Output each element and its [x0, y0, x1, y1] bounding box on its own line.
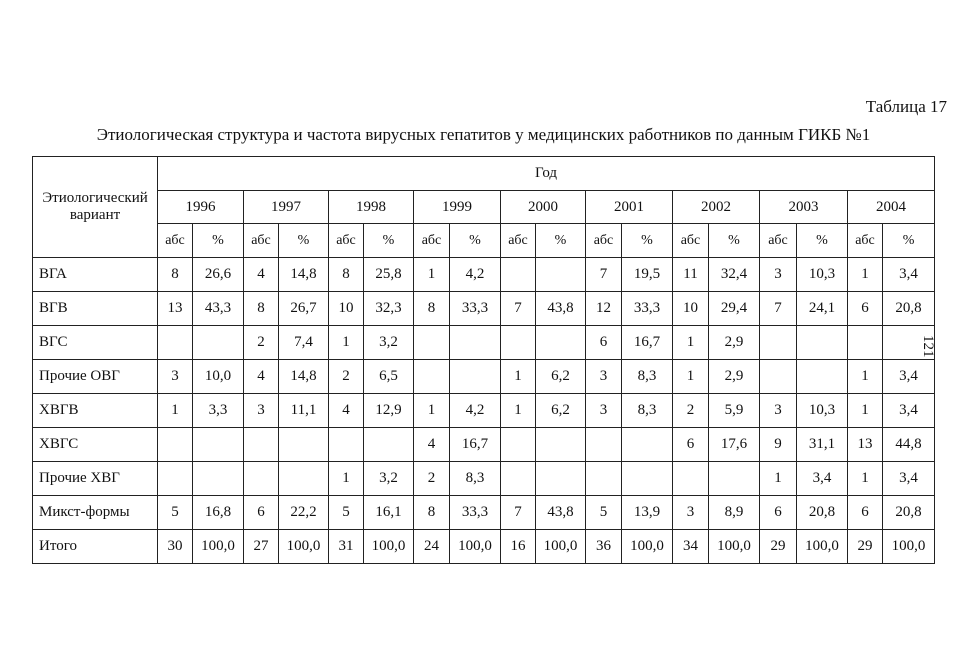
abs-cell: 10 [673, 292, 709, 326]
percent-cell: 17,6 [709, 428, 760, 462]
abs-cell [244, 462, 279, 496]
abs-cell: 1 [848, 360, 883, 394]
percent-cell [709, 462, 760, 496]
percent-cell: 14,8 [279, 360, 329, 394]
abs-cell: 6 [586, 326, 622, 360]
abs-cell: 3 [158, 360, 193, 394]
abs-cell [760, 360, 797, 394]
percent-cell: 12,9 [364, 394, 414, 428]
abs-cell: 12 [586, 292, 622, 326]
abs-cell: 34 [673, 530, 709, 564]
percent-cell [797, 326, 848, 360]
table-row [33, 326, 935, 360]
abs-cell: 1 [329, 326, 364, 360]
percent-cell: 32,4 [709, 258, 760, 292]
page-number: 121 [920, 335, 936, 358]
percent-cell: 8,9 [709, 496, 760, 530]
abs-cell: 4 [414, 428, 450, 462]
percent-cell: 14,8 [279, 258, 329, 292]
year-header-1999: 1999 [414, 191, 501, 224]
percent-cell: 8,3 [622, 360, 673, 394]
abs-subheader: абс [673, 224, 709, 258]
abs-cell [586, 428, 622, 462]
percent-cell: 16,7 [450, 428, 501, 462]
row-label: ХВГС [33, 428, 158, 462]
header-row-year [33, 157, 935, 191]
abs-cell: 3 [244, 394, 279, 428]
year-header-2004: 2004 [848, 191, 935, 224]
header-row-units [33, 224, 935, 258]
percent-cell [622, 428, 673, 462]
abs-cell [414, 360, 450, 394]
percent-subheader: % [536, 224, 586, 258]
abs-cell: 3 [760, 258, 797, 292]
percent-subheader: % [797, 224, 848, 258]
row-label: Микст-формы [33, 496, 158, 530]
abs-cell: 4 [329, 394, 364, 428]
abs-cell: 1 [848, 258, 883, 292]
abs-subheader: абс [586, 224, 622, 258]
abs-cell [848, 326, 883, 360]
percent-cell: 100,0 [536, 530, 586, 564]
percent-cell: 19,5 [622, 258, 673, 292]
percent-cell: 100,0 [883, 530, 935, 564]
year-group-header: Год [158, 157, 935, 191]
table-row [33, 496, 935, 530]
percent-cell: 43,3 [193, 292, 244, 326]
abs-cell: 2 [329, 360, 364, 394]
table-row [33, 462, 935, 496]
variant-column-header: Этиологический вариант [33, 157, 158, 258]
abs-cell: 5 [158, 496, 193, 530]
percent-cell: 13,9 [622, 496, 673, 530]
abs-cell: 29 [760, 530, 797, 564]
percent-subheader: % [883, 224, 935, 258]
percent-cell: 3,2 [364, 326, 414, 360]
abs-cell: 8 [158, 258, 193, 292]
abs-cell: 10 [329, 292, 364, 326]
percent-cell: 100,0 [797, 530, 848, 564]
abs-cell: 1 [760, 462, 797, 496]
abs-cell: 2 [673, 394, 709, 428]
percent-cell: 32,3 [364, 292, 414, 326]
percent-cell: 10,3 [797, 258, 848, 292]
percent-cell: 26,7 [279, 292, 329, 326]
abs-cell: 6 [244, 496, 279, 530]
table-row [33, 360, 935, 394]
percent-cell [536, 462, 586, 496]
percent-subheader: % [709, 224, 760, 258]
abs-cell: 1 [158, 394, 193, 428]
percent-cell: 6,2 [536, 394, 586, 428]
abs-subheader: абс [414, 224, 450, 258]
table-caption: Этиологическая структура и частота вирусных гепатитов у медицинских работников по данным ГИКБ №1 [96, 125, 871, 144]
abs-cell: 1 [673, 360, 709, 394]
percent-cell: 3,4 [883, 360, 935, 394]
table-row [33, 258, 935, 292]
row-label: Итого [33, 530, 158, 564]
percent-cell: 33,3 [450, 292, 501, 326]
percent-cell [536, 428, 586, 462]
table-number-label: Таблица 17 [865, 97, 947, 116]
percent-subheader: % [193, 224, 244, 258]
abs-cell: 6 [848, 292, 883, 326]
header-row-years [33, 191, 935, 224]
table-row [33, 428, 935, 462]
percent-cell: 3,4 [883, 258, 935, 292]
percent-cell: 2,9 [709, 360, 760, 394]
abs-subheader: абс [501, 224, 536, 258]
percent-cell: 8,3 [450, 462, 501, 496]
percent-cell: 6,2 [536, 360, 586, 394]
percent-cell [450, 360, 501, 394]
percent-cell [450, 326, 501, 360]
percent-cell: 5,9 [709, 394, 760, 428]
percent-cell: 3,4 [797, 462, 848, 496]
year-header-1996: 1996 [158, 191, 244, 224]
abs-cell: 8 [414, 292, 450, 326]
abs-cell: 6 [848, 496, 883, 530]
percent-cell: 25,8 [364, 258, 414, 292]
percent-cell [797, 360, 848, 394]
percent-cell: 7,4 [279, 326, 329, 360]
percent-cell [193, 428, 244, 462]
abs-cell: 1 [848, 394, 883, 428]
percent-cell: 3,2 [364, 462, 414, 496]
percent-subheader: % [279, 224, 329, 258]
abs-cell: 4 [244, 360, 279, 394]
percent-cell: 11,1 [279, 394, 329, 428]
abs-cell: 16 [501, 530, 536, 564]
abs-cell [501, 428, 536, 462]
percent-cell [536, 258, 586, 292]
year-header-1997: 1997 [244, 191, 329, 224]
year-header-2002: 2002 [673, 191, 760, 224]
abs-subheader: абс [244, 224, 279, 258]
percent-cell: 20,8 [883, 292, 935, 326]
abs-cell: 27 [244, 530, 279, 564]
percent-cell: 6,5 [364, 360, 414, 394]
abs-cell: 1 [673, 326, 709, 360]
percent-cell: 43,8 [536, 292, 586, 326]
percent-cell: 33,3 [450, 496, 501, 530]
abs-subheader: абс [329, 224, 364, 258]
table-row [33, 292, 935, 326]
abs-cell: 31 [329, 530, 364, 564]
percent-cell: 10,3 [797, 394, 848, 428]
percent-cell: 4,2 [450, 394, 501, 428]
abs-cell: 1 [414, 394, 450, 428]
abs-cell [501, 462, 536, 496]
hepatitis-etiology-table [32, 156, 935, 564]
year-header-1998: 1998 [329, 191, 414, 224]
table-row [33, 530, 935, 564]
percent-cell: 100,0 [279, 530, 329, 564]
year-header-2000: 2000 [501, 191, 586, 224]
percent-cell: 3,4 [883, 394, 935, 428]
percent-cell: 100,0 [364, 530, 414, 564]
abs-cell [586, 462, 622, 496]
abs-cell [760, 326, 797, 360]
abs-cell: 8 [414, 496, 450, 530]
percent-cell: 16,7 [622, 326, 673, 360]
abs-cell: 7 [760, 292, 797, 326]
percent-cell: 26,6 [193, 258, 244, 292]
abs-cell: 1 [848, 462, 883, 496]
percent-cell: 100,0 [450, 530, 501, 564]
abs-cell [673, 462, 709, 496]
percent-cell [364, 428, 414, 462]
percent-cell: 24,1 [797, 292, 848, 326]
percent-cell [279, 428, 329, 462]
percent-cell: 3,3 [193, 394, 244, 428]
percent-cell: 8,3 [622, 394, 673, 428]
percent-subheader: % [622, 224, 673, 258]
abs-cell [158, 428, 193, 462]
abs-cell [501, 326, 536, 360]
abs-cell: 8 [244, 292, 279, 326]
abs-subheader: абс [158, 224, 193, 258]
percent-cell: 4,2 [450, 258, 501, 292]
abs-subheader: абс [848, 224, 883, 258]
abs-cell: 8 [329, 258, 364, 292]
abs-cell: 24 [414, 530, 450, 564]
percent-cell: 22,2 [279, 496, 329, 530]
percent-cell: 10,0 [193, 360, 244, 394]
percent-cell [193, 326, 244, 360]
abs-cell [501, 258, 536, 292]
percent-cell: 100,0 [709, 530, 760, 564]
abs-cell: 5 [586, 496, 622, 530]
abs-cell: 1 [329, 462, 364, 496]
percent-cell: 16,8 [193, 496, 244, 530]
abs-cell [329, 428, 364, 462]
abs-cell: 3 [586, 394, 622, 428]
table-row [33, 394, 935, 428]
percent-cell: 16,1 [364, 496, 414, 530]
abs-cell [158, 326, 193, 360]
abs-cell: 1 [414, 258, 450, 292]
year-header-2001: 2001 [586, 191, 673, 224]
abs-cell [414, 326, 450, 360]
abs-cell: 2 [414, 462, 450, 496]
abs-cell [158, 462, 193, 496]
percent-cell: 44,8 [883, 428, 935, 462]
abs-cell: 3 [760, 394, 797, 428]
abs-cell: 6 [760, 496, 797, 530]
percent-cell: 2,9 [709, 326, 760, 360]
abs-cell: 4 [244, 258, 279, 292]
row-label: ВГА [33, 258, 158, 292]
abs-cell: 7 [501, 292, 536, 326]
percent-cell: 29,4 [709, 292, 760, 326]
abs-cell: 1 [501, 394, 536, 428]
percent-subheader: % [450, 224, 501, 258]
row-label: ВГВ [33, 292, 158, 326]
percent-cell: 43,8 [536, 496, 586, 530]
row-label: ХВГВ [33, 394, 158, 428]
abs-cell: 1 [501, 360, 536, 394]
abs-cell: 13 [848, 428, 883, 462]
abs-cell: 9 [760, 428, 797, 462]
row-label: Прочие ХВГ [33, 462, 158, 496]
abs-cell: 29 [848, 530, 883, 564]
abs-subheader: абс [760, 224, 797, 258]
abs-cell: 6 [673, 428, 709, 462]
row-label: Прочие ОВГ [33, 360, 158, 394]
row-label: ВГС [33, 326, 158, 360]
percent-cell [279, 462, 329, 496]
percent-cell [883, 326, 935, 360]
percent-subheader: % [364, 224, 414, 258]
abs-cell: 7 [586, 258, 622, 292]
percent-cell: 100,0 [622, 530, 673, 564]
percent-cell: 31,1 [797, 428, 848, 462]
percent-cell: 20,8 [883, 496, 935, 530]
year-header-2003: 2003 [760, 191, 848, 224]
percent-cell [193, 462, 244, 496]
abs-cell: 30 [158, 530, 193, 564]
percent-cell [622, 462, 673, 496]
abs-cell: 5 [329, 496, 364, 530]
percent-cell: 100,0 [193, 530, 244, 564]
percent-cell: 3,4 [883, 462, 935, 496]
abs-cell: 7 [501, 496, 536, 530]
abs-cell: 3 [673, 496, 709, 530]
percent-cell: 33,3 [622, 292, 673, 326]
abs-cell: 13 [158, 292, 193, 326]
abs-cell: 3 [586, 360, 622, 394]
abs-cell: 11 [673, 258, 709, 292]
percent-cell: 20,8 [797, 496, 848, 530]
percent-cell [536, 326, 586, 360]
abs-cell: 2 [244, 326, 279, 360]
abs-cell [244, 428, 279, 462]
abs-cell: 36 [586, 530, 622, 564]
